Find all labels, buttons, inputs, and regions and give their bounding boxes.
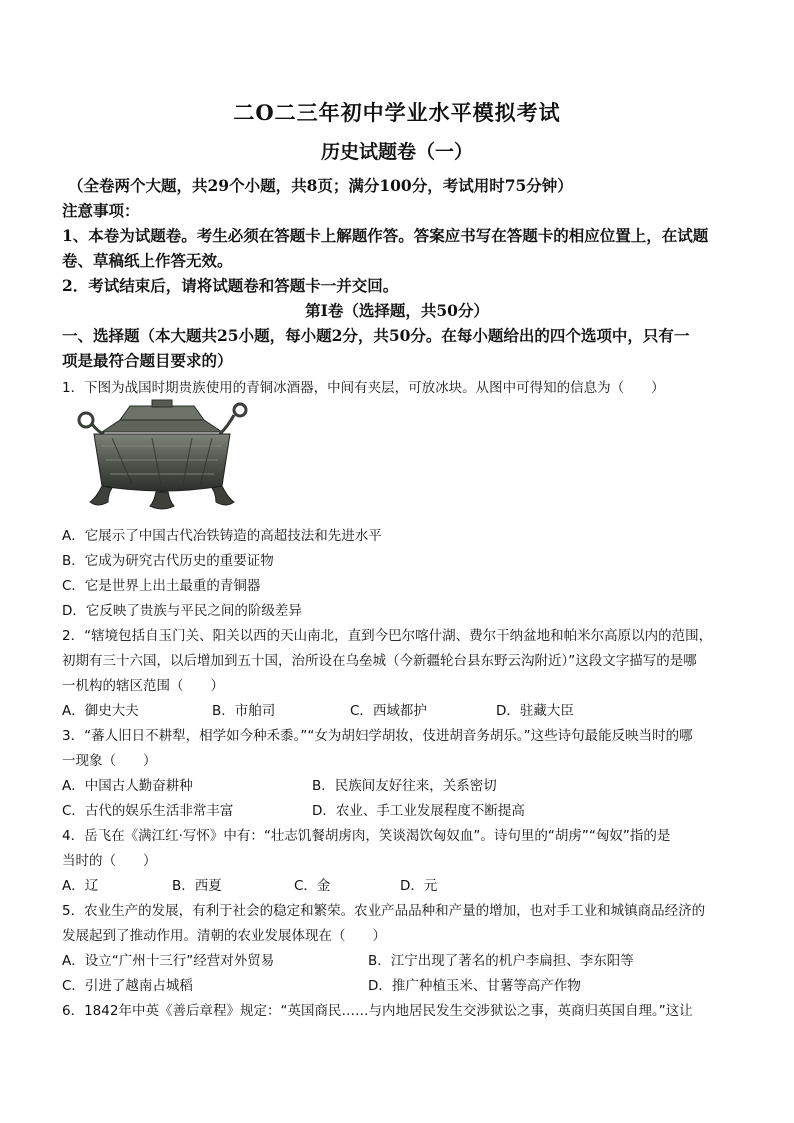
q3-stem-line-1: 3．“蕃人旧日不耕犁，相学如今种禾黍。”“女为胡妇学胡妆，伎进胡音务胡乐。”这些诗句最能反映当时的哪 [62,728,693,744]
q5-option-b[interactable]: B．江宁出现了著名的机户李扁担、李东阳等 [368,953,634,969]
q2-option-a[interactable]: A．御史大夫 [62,703,139,719]
q3-option-a[interactable]: A．中国古人勤奋耕种 [62,778,193,794]
q6-stem-line-1: 6．1842年中英《善后章程》规定：“英国商民……与内地居民发生交涉狱讼之事，英商归英国自理。”这让 [62,1003,693,1019]
q5-stem-line-1: 5．农业生产的发展，有利于社会的稳定和繁荣。农业产品品种和产量的增加，也对手工业和城镇商品经济的 [62,903,706,919]
q5-option-a[interactable]: A．设立“广州十三行”经营对外贸易 [62,953,275,969]
section-title: 第Ⅰ卷（选择题，共50分） [305,301,489,320]
q4-option-b[interactable]: B．西夏 [172,878,222,894]
q1-stem: 1．下图为战国时期贵族使用的青铜冰酒器，中间有夹层，可放冰块。从图中可得知的信息为（ ） [62,380,665,396]
notice-heading: 注意事项： [62,201,140,220]
q4-stem-line-2: 当时的（ ） [62,853,157,869]
notice-item-1-line-2: 卷、草稿纸上作答无效。 [62,251,233,270]
q4-stem-line-1: 4．岳飞在《满江红·写怀》中有：“壮志饥餐胡虏肉，笑谈渴饮匈奴血”。诗句里的“胡虏”“匈奴”指的是 [62,828,671,844]
notice-item-1-line-1: 1、本卷为试题卷。考生必须在答题卡上解题作答。答案应书写在答题卡的相应位置上，在试题 [62,226,709,245]
q3-option-d[interactable]: D．农业、手工业发展程度不断提高 [312,803,525,819]
q4-option-d[interactable]: D．元 [400,878,438,894]
q2-option-d[interactable]: D．驻藏大臣 [496,703,574,719]
q1-option-a[interactable]: A．它展示了中国古代冶铁铸造的高超技法和先进水平 [62,528,382,544]
q4-option-c[interactable]: C．金 [294,878,331,894]
q5-option-d[interactable]: D．推广种植玉米、甘薯等高产作物 [368,978,581,994]
q5-stem-line-2: 发展起到了推动作用。清朝的农业发展体现在（ ） [62,928,386,944]
q3-option-b[interactable]: B．民族间友好往来，关系密切 [312,778,497,794]
section-intro-line-2: 项是最符合题目要求的） [62,351,233,370]
exam-title: 二O二三年初中学业水平模拟考试 [233,100,561,125]
section-intro-line-1: 一、选择题（本大题共25小题，每小题2分，共50分。在每小题给出的四个选项中，只有一 [62,326,690,345]
q4-option-a[interactable]: A．辽 [62,878,99,894]
q2-stem-line-2: 初期有三十六国，以后增加到五十国，治所设在乌垒城（今新疆轮台县东野云沟附近）”这段文字描写的是哪 [62,653,697,669]
bronze-ice-vessel-image [72,398,252,516]
q1-option-d[interactable]: D．它反映了贵族与平民之间的阶级差异 [62,603,302,619]
q2-stem-line-3: 一机构的辖区范围（ ） [62,678,224,694]
q3-option-c[interactable]: C．古代的娱乐生活非常丰富 [62,803,234,819]
q2-option-b[interactable]: B．市舶司 [212,703,276,719]
q1-option-b[interactable]: B．它成为研究古代历史的重要证物 [62,553,274,569]
exam-meta: （全卷两个大题，共29个小题，共8页；满分100分，考试用时75分钟） [68,176,573,195]
q2-option-c[interactable]: C．西域都护 [350,703,427,719]
exam-subtitle: 历史试题卷（一） [320,141,473,163]
q5-option-c[interactable]: C．引进了越南占城稻 [62,978,193,994]
q3-stem-line-2: 一现象（ ） [62,753,157,769]
q2-stem-line-1: 2．“辖境包括自玉门关、阳关以西的天山南北，直到今巴尔喀什湖、费尔干纳盆地和帕米尔高原以内的范围， [62,628,713,644]
notice-item-2: 2．考试结束后，请将试题卷和答题卡一并交回。 [62,276,399,295]
q1-option-c[interactable]: C．它是世界上出土最重的青铜器 [62,578,261,594]
